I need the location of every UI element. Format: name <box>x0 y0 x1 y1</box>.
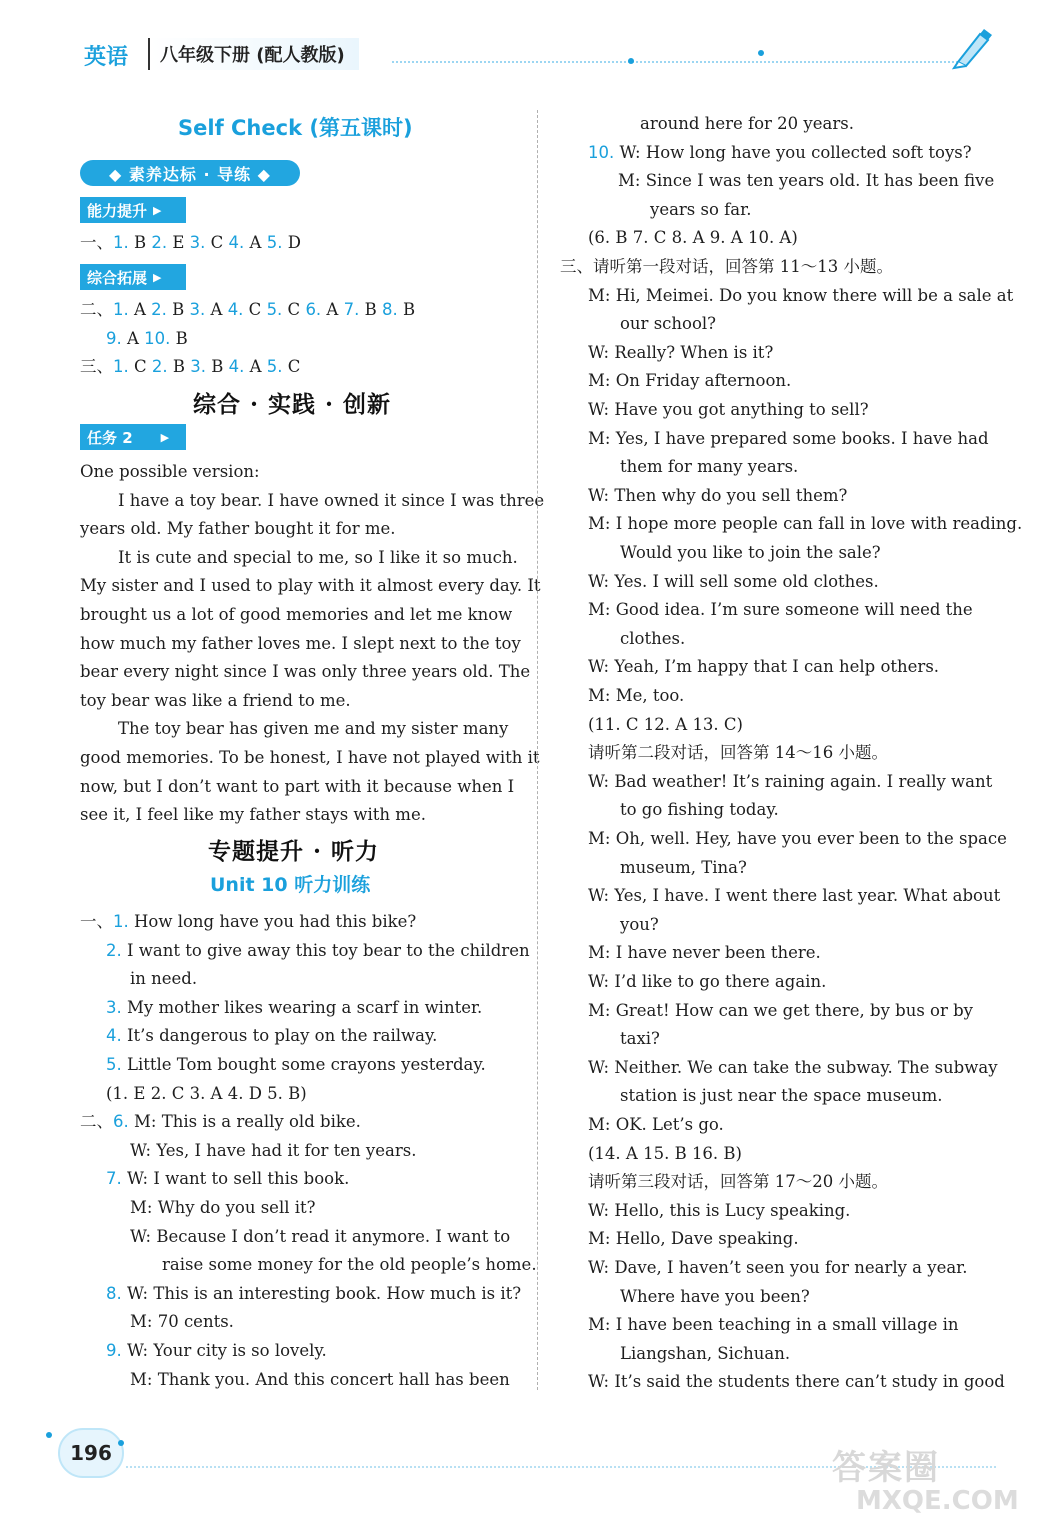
right-line <box>588 600 973 620</box>
listening-line <box>130 1312 234 1332</box>
question-number: 5. <box>106 1055 127 1074</box>
right-text: station is just near the space museum. <box>620 1086 943 1106</box>
essay-text: My sister and I used to play with it almost every day. It <box>80 576 541 596</box>
answer-row <box>80 300 415 320</box>
header-dot <box>628 58 634 64</box>
pen-icon <box>950 26 994 70</box>
tag-task-label: 任务 2 <box>87 428 133 447</box>
essay-text: The toy bear has given me and my sister many <box>118 719 509 739</box>
answer-letter: B <box>359 300 382 319</box>
tag-ability <box>80 197 186 223</box>
listening-text: W: I want to sell this book. <box>127 1169 350 1189</box>
answer-row <box>106 329 188 349</box>
essay-line <box>80 634 521 654</box>
unit-title: Unit 10 听力训练 <box>210 874 371 896</box>
heading-listening: 专题提升 · 听力 <box>208 838 380 865</box>
self-check-title: Self Check (第五课时) <box>178 116 413 140</box>
right-line <box>588 1172 888 1192</box>
answer-number: 8. <box>381 300 398 319</box>
section-prefix: 二、 <box>80 1112 113 1132</box>
right-line <box>588 1144 742 1164</box>
right-text: M: Great! How can we get there, by bus or by <box>588 1000 973 1020</box>
question-number: 7. <box>106 1169 127 1189</box>
right-text: W: Neither. We can take the subway. The subway <box>588 1057 998 1077</box>
answer-letter: D <box>282 233 301 252</box>
question-number: 6. <box>113 1112 134 1132</box>
listening-line <box>106 1084 307 1104</box>
column-divider <box>537 110 538 1390</box>
listening-line <box>106 1169 349 1189</box>
answer-letter: A <box>205 300 228 319</box>
right-text: 请听第三段对话，回答第 17～20 小题。 <box>588 1172 888 1192</box>
answer-number: 5. <box>266 300 283 319</box>
header-dotted-line <box>392 61 962 63</box>
listening-line <box>80 912 416 932</box>
right-text: M: Me, too. <box>588 686 685 705</box>
answer-letter: A <box>244 233 267 252</box>
right-line <box>588 400 869 420</box>
answer-number: 2. <box>151 300 167 319</box>
right-text: them for many years. <box>620 457 799 477</box>
essay-text: how much my father loves me. I slept next to the toy <box>80 633 521 653</box>
header-book-title: 八年级下册 (配人教版) <box>148 38 359 70</box>
question-number: 4. <box>106 1026 127 1046</box>
essay-text: brought us a lot of good memories and let me know <box>80 605 513 624</box>
essay-text: One possible version: <box>80 462 260 481</box>
tag-comprehensive-label: 综合拓展 <box>87 268 148 287</box>
listening-line <box>130 1227 510 1247</box>
right-text: W: Yeah, I’m happy that I can help others. <box>588 657 940 677</box>
literacy-pill-banner: ◆ 素养达标 · 导练 ◆ <box>80 160 300 186</box>
answer-number: 2. <box>151 357 168 376</box>
essay-text: now, but I don’t want to part with it because when I <box>80 776 515 796</box>
watermark-url: MXQE.COM <box>856 1486 1019 1516</box>
right-line <box>620 629 685 649</box>
right-line <box>588 1229 799 1249</box>
right-text: clothes. <box>620 628 686 648</box>
right-line <box>588 686 684 706</box>
answer-letter: B <box>206 357 229 376</box>
listening-line <box>106 1026 437 1046</box>
right-line <box>650 200 751 220</box>
listening-line <box>106 998 482 1018</box>
right-text: M: Good idea. I’m sure someone will need the <box>588 600 973 620</box>
play-arrow-icon: ▶ <box>160 430 170 444</box>
right-line <box>640 114 854 134</box>
footer-dot <box>46 1432 52 1438</box>
right-text: around here for 20 years. <box>640 114 854 133</box>
answer-number: 3. <box>190 357 206 376</box>
question-number: 9. <box>106 1341 127 1360</box>
essay-line <box>80 662 530 682</box>
answer-prefix: 一、 <box>80 233 113 252</box>
listening-text: (1. E 2. C 3. A 4. D 5. B) <box>106 1083 307 1103</box>
answer-letter: A <box>321 300 344 319</box>
answer-letter: B <box>167 357 191 376</box>
answer-row <box>80 233 301 253</box>
answer-number: 1. <box>113 233 129 252</box>
right-text: M: OK. Let’s go. <box>588 1115 724 1134</box>
answer-number: 9. <box>106 328 122 348</box>
question-number: 3. <box>106 997 127 1017</box>
listening-text: raise some money for the old people’s home. <box>162 1255 537 1275</box>
right-text: M: Hello, Dave speaking. <box>588 1229 799 1249</box>
essay-line <box>80 748 540 768</box>
right-line <box>588 572 879 592</box>
right-line <box>588 343 773 363</box>
right-line <box>588 972 826 992</box>
question-number: 8. <box>106 1283 127 1303</box>
right-text: M: Since I was ten years old. It has been five <box>618 171 995 191</box>
listening-line <box>130 969 197 989</box>
right-text: you? <box>620 914 659 934</box>
right-text: W: Yes. I will sell some old clothes. <box>588 571 879 591</box>
right-text: M: I have never been there. <box>588 943 821 963</box>
right-text: (14. A 15. B 16. B) <box>588 1143 742 1163</box>
header-dot <box>758 50 764 56</box>
right-text: M: I have been teaching in a small village in <box>588 1315 959 1335</box>
right-line <box>620 543 881 563</box>
essay-text: It is cute and special to me, so I like it so much. <box>118 547 518 567</box>
right-text: M: Hi, Meimei. Do you know there will be a sale at <box>588 285 1014 305</box>
footer-dot <box>118 1440 124 1446</box>
listening-line <box>80 1112 361 1132</box>
right-line <box>588 286 1013 306</box>
essay-line <box>80 691 351 711</box>
answer-number: 5. <box>266 233 283 252</box>
right-text: W: How long have you collected soft toys? <box>619 142 972 162</box>
answer-letter: A <box>244 357 267 376</box>
listening-text: Little Tom bought some crayons yesterday. <box>127 1055 486 1074</box>
right-line <box>620 314 716 334</box>
section-prefix: 一、 <box>80 912 113 931</box>
essay-line <box>80 519 396 539</box>
answer-number: 3. <box>189 300 206 319</box>
right-line <box>588 657 939 677</box>
right-line <box>620 858 747 878</box>
listening-line <box>106 941 530 961</box>
listening-line <box>130 1141 416 1161</box>
answer-prefix: 三、 <box>80 357 113 376</box>
right-line <box>588 1115 724 1135</box>
answer-row <box>80 357 300 377</box>
answer-number: 5. <box>266 357 283 376</box>
essay-text: see it, I feel like my father stays with me. <box>80 805 426 825</box>
listening-line <box>162 1255 537 1275</box>
right-text: Liangshan, Sichuan. <box>620 1343 791 1363</box>
essay-line <box>118 548 518 568</box>
right-line <box>588 715 743 735</box>
right-line <box>588 486 847 506</box>
right-text: W: I’d like to go there again. <box>588 972 827 991</box>
listening-line <box>106 1341 327 1361</box>
essay-line <box>80 777 514 797</box>
right-line <box>620 800 779 820</box>
right-line <box>588 371 791 391</box>
answer-letter: B <box>170 328 188 348</box>
answer-number: 10. <box>144 328 171 348</box>
essay-line <box>80 462 260 482</box>
right-line <box>588 829 1007 849</box>
right-line <box>588 1201 850 1221</box>
right-line <box>588 743 888 763</box>
listening-text: It’s dangerous to play on the railway. <box>127 1026 438 1046</box>
right-text: W: It’s said the students there can’t study in good <box>588 1372 1005 1392</box>
answer-letter: A <box>128 300 152 319</box>
essay-text: toy bear was like a friend to me. <box>80 690 351 710</box>
play-arrow-icon: ▶ <box>153 203 162 217</box>
answer-letter: C <box>205 233 229 252</box>
essay-text: years old. My father bought it for me. <box>80 519 396 539</box>
essay-text: bear every night since I was only three years old. The <box>80 662 531 682</box>
right-line <box>588 1315 958 1335</box>
right-line <box>588 772 992 792</box>
listening-text: W: Your city is so lovely. <box>127 1341 327 1360</box>
right-text: W: Really? When is it? <box>588 342 774 362</box>
answer-letter: C <box>128 357 152 376</box>
essay-line <box>80 805 426 825</box>
listening-text: M: 70 cents. <box>130 1312 234 1332</box>
answer-number: 4. <box>228 233 245 252</box>
essay-line <box>80 605 512 625</box>
right-text: 三、请听第一段对话，回答第 11～13 小题。 <box>560 257 893 276</box>
answer-number: 7. <box>343 300 360 319</box>
right-text: (11. C 12. A 13. C) <box>588 714 743 734</box>
answer-letter: C <box>282 300 306 319</box>
listening-line <box>130 1370 510 1390</box>
right-line <box>620 1086 943 1106</box>
listening-line <box>130 1198 316 1218</box>
answer-letter: A <box>121 328 145 348</box>
heading-practice: 综合 · 实践 · 创新 <box>193 391 392 418</box>
essay-line <box>118 719 508 739</box>
right-text: years so far. <box>650 199 752 219</box>
right-line <box>620 457 798 477</box>
listening-text: M: Why do you sell it? <box>130 1198 316 1217</box>
right-line <box>560 257 893 277</box>
answer-number: 4. <box>228 357 245 376</box>
right-text: Would you like to join the sale? <box>620 543 881 562</box>
answer-number: 1. <box>113 300 129 319</box>
listening-text: W: Yes, I have had it for ten years. <box>130 1140 417 1160</box>
right-text: (6. B 7. C 8. A 9. A 10. A) <box>588 228 798 248</box>
right-line <box>588 1001 973 1021</box>
listening-text: in need. <box>130 969 198 989</box>
question-number: 10. <box>588 142 620 162</box>
answer-number: 4. <box>227 300 244 319</box>
essay-line <box>118 491 544 511</box>
right-text: W: Dave, I haven’t seen you for nearly a year. <box>588 1258 968 1277</box>
right-line <box>620 915 659 935</box>
right-text: museum, Tina? <box>620 857 747 877</box>
answer-letter: B <box>128 233 152 252</box>
listening-text: M: This is a really old bike. <box>134 1112 361 1132</box>
tag-task <box>80 424 186 450</box>
answer-number: 3. <box>189 233 206 252</box>
right-text: W: Then why do you sell them? <box>588 485 848 505</box>
right-text: M: Oh, well. Hey, have you ever been to the space <box>588 829 1007 848</box>
right-text: taxi? <box>620 1029 660 1049</box>
right-text: M: On Friday afternoon. <box>588 371 792 391</box>
listening-line <box>106 1284 521 1304</box>
listening-text: W: This is an interesting book. How much is it? <box>127 1283 522 1303</box>
right-line <box>618 171 994 191</box>
listening-text: I want to give away this toy bear to the children <box>127 940 530 960</box>
answer-letter: B <box>397 300 416 319</box>
right-line <box>588 1372 1005 1392</box>
essay-text: I have a toy bear. I have owned it since I was three <box>118 490 545 510</box>
right-line <box>588 429 989 449</box>
tag-ability-label: 能力提升 <box>87 201 148 220</box>
right-text: W: Yes, I have. I went there last year. What about <box>588 886 1001 906</box>
right-line <box>620 1344 790 1364</box>
listening-text: My mother likes wearing a scarf in winter. <box>127 997 483 1017</box>
right-text: W: Hello, this is Lucy speaking. <box>588 1200 851 1220</box>
right-text: Where have you been? <box>620 1286 810 1306</box>
tag-comprehensive <box>80 264 186 290</box>
answer-letter: E <box>167 233 190 252</box>
essay-text: good memories. To be honest, I have not played with it <box>80 748 540 767</box>
listening-text: M: Thank you. And this concert hall has been <box>130 1369 510 1389</box>
right-line <box>588 143 972 163</box>
listening-line <box>106 1055 486 1075</box>
right-text: to go fishing today. <box>620 800 779 820</box>
answer-letter: B <box>166 300 190 319</box>
listening-text: How long have you had this bike? <box>134 912 417 931</box>
answer-number: 6. <box>305 300 322 319</box>
right-line <box>588 886 1000 906</box>
right-line <box>620 1287 810 1307</box>
right-text: M: I hope more people can fall in love with reading. <box>588 514 1023 534</box>
play-arrow-icon: ▶ <box>153 270 162 284</box>
answer-letter: C <box>243 300 267 319</box>
right-line <box>588 943 821 963</box>
right-line <box>620 1029 660 1049</box>
header-subject: 英语 <box>84 45 129 70</box>
right-text: our school? <box>620 314 717 334</box>
right-line <box>588 1058 998 1078</box>
essay-line <box>80 576 541 596</box>
page-number: 196 <box>58 1428 124 1478</box>
right-text: W: Bad weather! It’s raining again. I really want <box>588 771 993 791</box>
listening-text: W: Because I don’t read it anymore. I want to <box>130 1226 511 1246</box>
right-text: W: Have you got anything to sell? <box>588 400 869 419</box>
answer-letter: C <box>282 357 301 376</box>
question-number: 1. <box>113 912 134 931</box>
watermark-logo: 答案圈 <box>832 1448 940 1488</box>
right-line <box>588 1258 967 1278</box>
answer-prefix: 二、 <box>80 300 113 319</box>
question-number: 2. <box>106 940 127 960</box>
right-text: M: Yes, I have prepared some books. I have had <box>588 428 989 448</box>
right-line <box>588 228 798 248</box>
right-text: 请听第二段对话，回答第 14～16 小题。 <box>588 743 888 763</box>
right-line <box>588 514 1022 534</box>
answer-number: 1. <box>113 357 129 376</box>
answer-number: 2. <box>151 233 168 252</box>
